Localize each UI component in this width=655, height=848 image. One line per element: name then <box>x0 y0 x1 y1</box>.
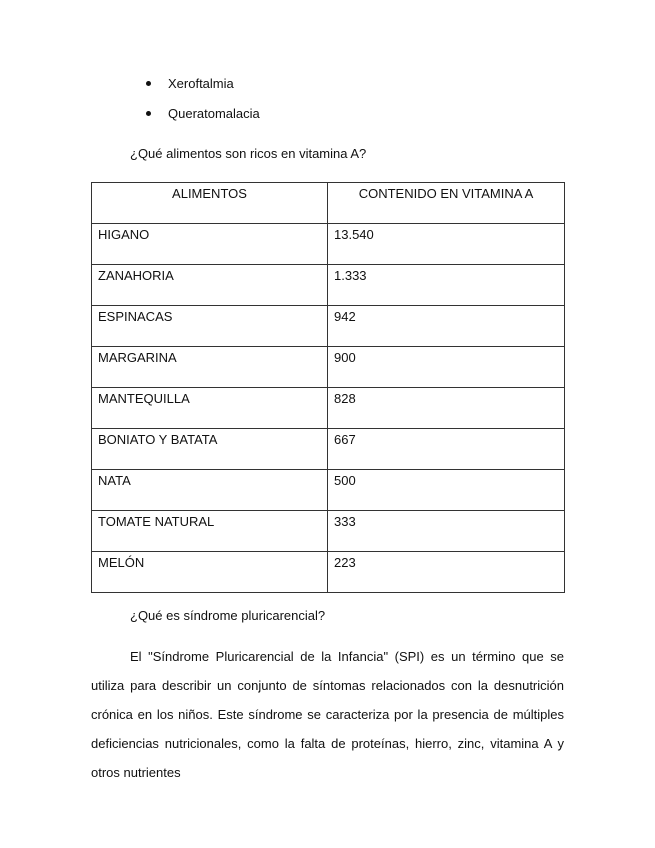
bullet-icon <box>146 81 151 86</box>
table-row <box>92 511 565 552</box>
food-name-cell: BONIATO Y BATATA <box>92 429 328 470</box>
vitamin-value-cell: 333 <box>328 511 565 552</box>
table-row <box>92 429 565 470</box>
table-row <box>92 224 565 265</box>
food-name-cell: ZANAHORIA <box>92 265 328 306</box>
vitamin-value-cell: 223 <box>328 552 565 593</box>
food-name-cell: NATA <box>92 470 328 511</box>
question-heading: ¿Qué alimentos son ricos en vitamina A? <box>130 146 367 161</box>
table-header-foods: ALIMENTOS <box>92 183 328 224</box>
vitamin-value-cell: 13.540 <box>328 224 565 265</box>
table-header-row <box>92 183 565 224</box>
vitamin-value-cell: 900 <box>328 347 565 388</box>
food-name-cell: MARGARINA <box>92 347 328 388</box>
table-row <box>92 306 565 347</box>
table-row <box>92 388 565 429</box>
table-row <box>92 470 565 511</box>
food-name-cell: TOMATE NATURAL <box>92 511 328 552</box>
vitamin-a-table <box>91 182 565 593</box>
bullet-item <box>146 74 260 104</box>
bullet-text: Xeroftalmia <box>168 76 234 91</box>
bullet-icon <box>146 111 151 116</box>
table-row <box>92 552 565 593</box>
table-header-vitamin-content: CONTENIDO EN VITAMINA A <box>328 183 565 224</box>
bullet-item <box>146 104 260 134</box>
vitamin-value-cell: 1.333 <box>328 265 565 306</box>
vitamin-value-cell: 500 <box>328 470 565 511</box>
vitamin-value-cell: 942 <box>328 306 565 347</box>
bullet-text: Queratomalacia <box>168 106 260 121</box>
food-name-cell: ESPINACAS <box>92 306 328 347</box>
vitamin-value-cell: 667 <box>328 429 565 470</box>
food-name-cell: MELÓN <box>92 552 328 593</box>
table-row <box>92 265 565 306</box>
question-heading: ¿Qué es síndrome pluricarencial? <box>130 608 326 623</box>
food-name-cell: MANTEQUILLA <box>92 388 328 429</box>
food-name-cell: HIGANO <box>92 224 328 265</box>
vitamin-value-cell: 828 <box>328 388 565 429</box>
bullet-list <box>146 74 260 134</box>
table-row <box>92 347 565 388</box>
body-paragraph: El "Síndrome Pluricarencial de la Infancia" (SPI) es un término que se utiliza para describir un conjunto de síntomas relacionados con la desnutrición crónica en los niños. Este síndrome se caracteriza por la presencia de múltiples deficiencias nutricionales, como la falta de proteínas, hierro, zinc, vitamina A y otros nutrientes <box>91 649 564 780</box>
